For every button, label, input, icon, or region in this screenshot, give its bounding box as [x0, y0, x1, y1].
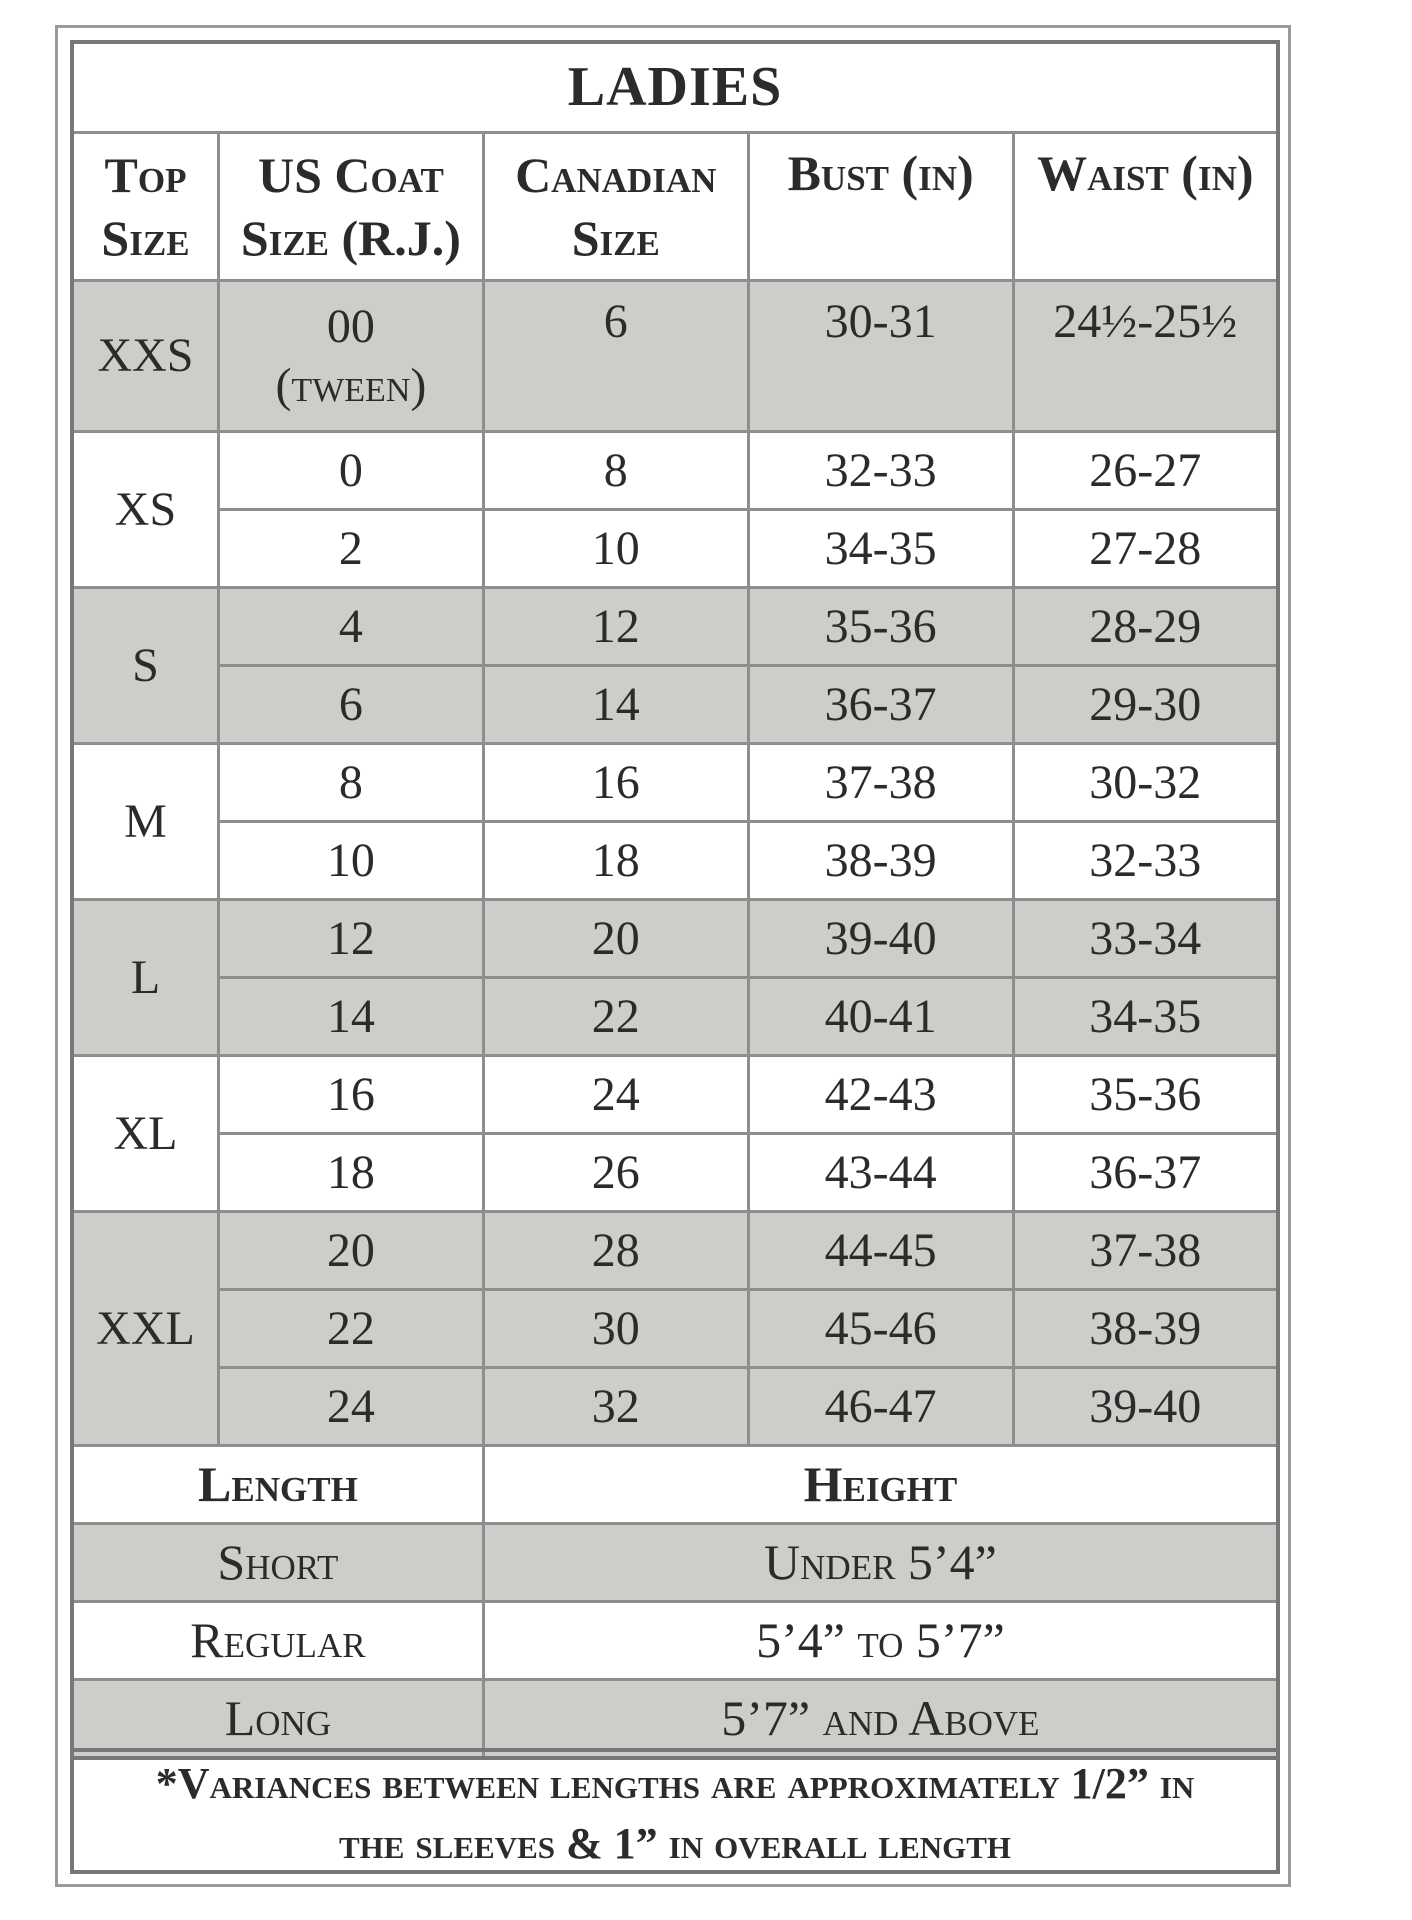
- top-size-cell: XS: [72, 432, 218, 588]
- bust-cell: 38-39: [748, 822, 1013, 900]
- waist-cell: 35-36: [1013, 1056, 1278, 1134]
- canadian-size-cell: 10: [483, 510, 748, 588]
- bust-cell: 46-47: [748, 1368, 1013, 1446]
- length-short: Short: [72, 1524, 483, 1602]
- footnote: [70, 1748, 1280, 1874]
- us-coat-cell: [218, 588, 483, 666]
- height-header: Height: [483, 1446, 1278, 1524]
- top-size-cell: L: [72, 900, 218, 1056]
- waist-cell: 24½-25½: [1013, 281, 1278, 432]
- waist-cell: 32-33: [1013, 822, 1278, 900]
- us-coat-cell: [218, 744, 483, 822]
- size-row: [72, 822, 1278, 900]
- size-row: [72, 1368, 1278, 1446]
- us-coat-value: 2: [338, 521, 363, 575]
- waist-cell: 28-29: [1013, 588, 1278, 666]
- us-coat-cell: [218, 1056, 483, 1134]
- waist-cell: 29-30: [1013, 666, 1278, 744]
- top-size-cell: M: [72, 744, 218, 900]
- size-rows: [72, 281, 1278, 1446]
- us-coat-value: 4: [338, 599, 363, 653]
- canadian-size-cell: 8: [483, 432, 748, 510]
- canadian-size-cell: 22: [483, 978, 748, 1056]
- size-row: [72, 281, 1278, 432]
- waist-cell: 39-40: [1013, 1368, 1278, 1446]
- us-coat-cell: [218, 432, 483, 510]
- us-coat-cell: [218, 1368, 483, 1446]
- canadian-size-cell: 32: [483, 1368, 748, 1446]
- us-coat-cell: [218, 900, 483, 978]
- waist-cell: 30-32: [1013, 744, 1278, 822]
- bust-cell: 44-45: [748, 1212, 1013, 1290]
- bust-cell: 34-35: [748, 510, 1013, 588]
- footnote-line-1: *Variances between lengths are approximately 1/2” in: [155, 1759, 1195, 1808]
- size-row: [72, 510, 1278, 588]
- canadian-size-cell: 20: [483, 900, 748, 978]
- bust-cell: 35-36: [748, 588, 1013, 666]
- length-long: Long: [72, 1680, 483, 1759]
- us-coat-cell: [218, 978, 483, 1056]
- bust-cell: 37-38: [748, 744, 1013, 822]
- canadian-size-cell: 28: [483, 1212, 748, 1290]
- canadian-size-cell: 12: [483, 588, 748, 666]
- us-coat-value: 10: [326, 833, 375, 887]
- footnote-line-2: the sleeves & 1” in overall length: [338, 1819, 1012, 1868]
- us-coat-cell: [218, 1212, 483, 1290]
- chart-title: LADIES: [72, 42, 1278, 133]
- bust-cell: 40-41: [748, 978, 1013, 1056]
- length-header: Length: [72, 1446, 483, 1524]
- waist-cell: 26-27: [1013, 432, 1278, 510]
- height-regular: 5’4” to 5’7”: [483, 1602, 1278, 1680]
- us-coat-value: 20: [326, 1223, 375, 1277]
- us-coat-value: 18: [326, 1145, 375, 1199]
- ladies-size-chart: [70, 40, 1280, 1760]
- us-coat-value: 00: [326, 299, 375, 353]
- top-size-cell: XXL: [72, 1212, 218, 1446]
- waist-cell: 34-35: [1013, 978, 1278, 1056]
- size-row: [72, 432, 1278, 510]
- bust-cell: 43-44: [748, 1134, 1013, 1212]
- us-coat-value: 6: [338, 677, 363, 731]
- size-row: [72, 900, 1278, 978]
- us-coat-value: 0: [338, 443, 363, 497]
- us-coat-cell: [218, 822, 483, 900]
- top-size-cell: XXS: [72, 281, 218, 432]
- canadian-size-cell: 18: [483, 822, 748, 900]
- us-coat-cell: [218, 1134, 483, 1212]
- height-short: Under 5’4”: [483, 1524, 1278, 1602]
- size-row: [72, 1212, 1278, 1290]
- us-coat-value: 8: [338, 755, 363, 809]
- us-coat-value: 14: [326, 989, 375, 1043]
- size-row: [72, 1290, 1278, 1368]
- size-row: [72, 666, 1278, 744]
- us-coat-value: 12: [326, 911, 375, 965]
- header-waist: Waist (in): [1013, 133, 1278, 281]
- top-size-cell: S: [72, 588, 218, 744]
- size-row: [72, 588, 1278, 666]
- canadian-size-cell: 6: [483, 281, 748, 432]
- canadian-size-cell: 24: [483, 1056, 748, 1134]
- us-coat-subnote: (tween): [275, 359, 427, 412]
- canadian-size-cell: 30: [483, 1290, 748, 1368]
- bust-cell: 36-37: [748, 666, 1013, 744]
- size-row: [72, 1056, 1278, 1134]
- waist-cell: 38-39: [1013, 1290, 1278, 1368]
- canadian-size-cell: 14: [483, 666, 748, 744]
- waist-cell: 27-28: [1013, 510, 1278, 588]
- waist-cell: 33-34: [1013, 900, 1278, 978]
- length-regular: Regular: [72, 1602, 483, 1680]
- size-row: [72, 978, 1278, 1056]
- us-coat-cell: [218, 510, 483, 588]
- bust-cell: 39-40: [748, 900, 1013, 978]
- size-row: [72, 1134, 1278, 1212]
- header-top-size: Top Size: [72, 133, 218, 281]
- canadian-size-cell: 26: [483, 1134, 748, 1212]
- header-us-coat-size: US Coat Size (R.J.): [218, 133, 483, 281]
- header-canadian-size: Canadian Size: [483, 133, 748, 281]
- waist-cell: 36-37: [1013, 1134, 1278, 1212]
- us-coat-cell: [218, 1290, 483, 1368]
- bust-cell: 32-33: [748, 432, 1013, 510]
- top-size-cell: XL: [72, 1056, 218, 1212]
- bust-cell: 45-46: [748, 1290, 1013, 1368]
- height-long: 5’7” and Above: [483, 1680, 1278, 1759]
- us-coat-value: 24: [326, 1379, 375, 1433]
- us-coat-cell: [218, 281, 483, 432]
- us-coat-cell: [218, 666, 483, 744]
- size-row: [72, 744, 1278, 822]
- waist-cell: 37-38: [1013, 1212, 1278, 1290]
- canadian-size-cell: 16: [483, 744, 748, 822]
- header-bust: Bust (in): [748, 133, 1013, 281]
- us-coat-value: 16: [326, 1067, 375, 1121]
- bust-cell: 30-31: [748, 281, 1013, 432]
- bust-cell: 42-43: [748, 1056, 1013, 1134]
- us-coat-value: 22: [326, 1301, 375, 1355]
